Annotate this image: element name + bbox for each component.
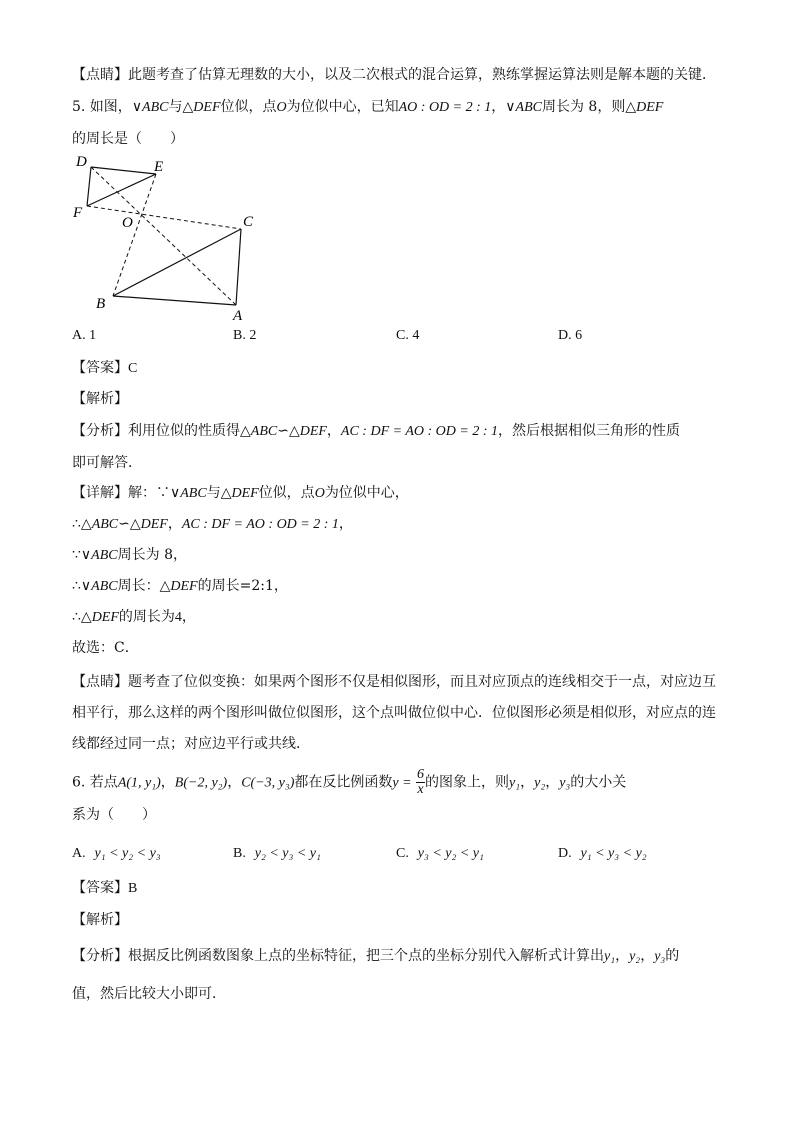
- prev-dianjing-line: [72, 66, 716, 84]
- text: x: [417, 782, 424, 797]
- segment-de: [91, 167, 156, 174]
- text: 的大小关: [570, 774, 627, 791]
- text: ∨ABC: [170, 486, 207, 501]
- q5-answer: [72, 359, 137, 378]
- text: △DEF: [220, 486, 259, 501]
- text: C: [128, 361, 138, 376]
- q5-option-d: D. 6: [558, 328, 583, 343]
- text: 与: [206, 485, 221, 501]
- q6-number: 6. 若点: [72, 774, 118, 791]
- text: △ABC∽△DEF: [240, 424, 327, 439]
- text: y₂: [534, 775, 546, 791]
- text: AC : DF = AO : OD = 2 : 1: [181, 517, 339, 532]
- q5-dianjing-line1: [72, 673, 716, 691]
- q5-xiangjie-line3: [72, 546, 187, 565]
- text: ，: [491, 99, 506, 115]
- dashed-line-fc: [87, 206, 241, 229]
- text: 位似，点: [258, 485, 315, 501]
- label-f: F: [73, 205, 83, 221]
- dianjing-text: 此题考查了估算无理数的大小，以及二次根式的混合运算，熟练掌握运算法则是解本题的关键．: [128, 67, 716, 83]
- q6-option-d: [558, 845, 647, 862]
- label-d: D: [76, 154, 87, 170]
- q5-xiangjie-line5: [72, 608, 196, 627]
- q5-stem-line1: [72, 98, 663, 117]
- dashed-line-da: [91, 167, 236, 305]
- text: 的周长为: [118, 609, 175, 625]
- triangle-abc: ∨ABC: [131, 100, 169, 115]
- text: y₂: [629, 949, 641, 964]
- text: ，: [160, 774, 175, 791]
- text: ∴: [72, 578, 81, 594]
- text: 周长：: [117, 578, 160, 594]
- text: y =: [392, 775, 412, 791]
- text: ，: [640, 948, 655, 964]
- segment-ef: [87, 174, 156, 206]
- text: △DEF: [159, 579, 198, 594]
- text: 【详解】: [72, 485, 128, 501]
- text: y₁: [604, 949, 616, 964]
- q6-option-a: [72, 845, 161, 862]
- label-b: B: [96, 296, 106, 312]
- dashed-line-eb: [113, 174, 156, 296]
- q5-guxuan: 故选：C．: [72, 640, 139, 656]
- text: B: [128, 881, 138, 896]
- text: ，然后根据相似三角形的性质: [497, 423, 680, 439]
- q5-xiangjie-line1: [72, 484, 409, 503]
- triangle-def: △DEF: [182, 100, 221, 115]
- q5-fenxi-line1: [72, 422, 680, 441]
- text: 都在反比例函数: [294, 774, 393, 791]
- text: ，: [227, 774, 242, 791]
- text: ，: [326, 423, 341, 439]
- label-e: E: [154, 159, 164, 175]
- fraction-6-over-x: [416, 768, 425, 797]
- q6-jiexi: 【解析】: [72, 912, 128, 928]
- text: ∴: [72, 609, 81, 625]
- text: 4: [174, 610, 182, 625]
- text: ∵: [72, 547, 81, 563]
- text: 【答案】: [72, 880, 128, 896]
- q6-fenxi-line1: [72, 947, 679, 966]
- text: y₁ < y₃ < y₂: [580, 846, 647, 861]
- q5-jiexi: 【解析】: [72, 391, 128, 407]
- text: 根据反比例函数图象上点的坐标特征，把三个点的坐标分别代入解析式计算出: [128, 948, 604, 964]
- point-a: A(1, y₁): [117, 775, 161, 791]
- label-a: A: [233, 308, 243, 322]
- text: y₃: [559, 775, 571, 791]
- text: 的周长=2:1，: [197, 578, 288, 594]
- text: O: [314, 486, 325, 501]
- text: 【分析】: [72, 423, 128, 439]
- text: 利用位似的性质得: [128, 423, 240, 439]
- text: A.: [72, 846, 86, 861]
- text: ，: [545, 774, 560, 791]
- q6-option-c: [396, 845, 484, 862]
- text: ，: [181, 609, 196, 625]
- triangle-abc: ∨ABC: [505, 100, 542, 115]
- text: ，: [520, 774, 535, 791]
- text: y₁ < y₂ < y₃: [94, 846, 161, 861]
- text: 位似，点: [220, 99, 277, 115]
- q5-figure: [68, 150, 268, 322]
- label-c: C: [243, 214, 254, 230]
- text: D.: [558, 846, 572, 861]
- text: B.: [233, 846, 246, 861]
- text: ，: [338, 516, 353, 532]
- text: 解：∵: [128, 485, 170, 501]
- q5-option-a: A. 1: [72, 328, 97, 343]
- text: ，: [167, 516, 182, 532]
- text: 的周长是（ ）: [72, 131, 184, 147]
- text: 【分析】: [72, 948, 128, 964]
- text: 的: [665, 948, 680, 964]
- text: 周长为 8，则: [541, 99, 626, 115]
- text: ∨ABC: [80, 579, 118, 594]
- segment-ca: [236, 229, 241, 305]
- text: 【点睛】: [72, 674, 128, 690]
- text: AC : DF = AO : OD = 2 : 1: [340, 424, 498, 439]
- text: 周长为 8，: [117, 547, 187, 563]
- text: ∴: [72, 516, 81, 532]
- text: ∨ABC: [80, 548, 118, 563]
- segment-fd: [87, 167, 91, 206]
- text: 的图象上，则: [425, 774, 510, 791]
- point-b: B(−2, y₂): [174, 775, 228, 791]
- label-o: O: [122, 215, 133, 231]
- q5-option-b: B. 2: [233, 328, 257, 343]
- ratio-ao-od: AO : OD = 2 : 1: [398, 100, 492, 115]
- q6-stem-line1: [72, 768, 626, 797]
- text: △ABC∽△DEF: [80, 517, 168, 532]
- q5-fenxi-line2: 即可解答．: [72, 455, 142, 471]
- q5-option-c: C. 4: [396, 328, 420, 343]
- text: 6: [417, 767, 425, 782]
- dianjing-tag: 【点睛】: [72, 67, 128, 83]
- point-c: C(−3, y₃): [241, 775, 295, 791]
- q5-dianjing-line3: 线都经过同一点；对应边平行或共线．: [72, 736, 310, 752]
- segment-bc: [113, 229, 241, 296]
- q5-xiangjie-line4: [72, 577, 288, 596]
- triangle-def: △DEF: [625, 100, 664, 115]
- q6-answer: [72, 879, 137, 898]
- q5-xiangjie-line2: [72, 515, 353, 534]
- text: △DEF: [80, 610, 119, 625]
- text: y₃ < y₂ < y₁: [417, 846, 484, 861]
- segment-ab: [113, 296, 236, 305]
- q6-option-b: [233, 845, 321, 862]
- q5-stem-line2: [72, 130, 184, 148]
- text: 【答案】: [72, 360, 128, 376]
- text: ，: [615, 948, 630, 964]
- text: y₁: [509, 775, 521, 791]
- q6-fenxi-line2: 值，然后比较大小即可．: [72, 986, 226, 1002]
- q6-stem-line2: 系为（ ）: [72, 807, 156, 823]
- text: C.: [396, 846, 409, 861]
- text: 与: [168, 99, 183, 115]
- text: 为位似中心，已知: [286, 99, 399, 115]
- q5-number: 5. 如图，: [72, 99, 132, 115]
- text: y₃: [654, 949, 666, 964]
- point-o: O: [276, 100, 287, 115]
- q5-dianjing-line2: 相平行，那么这样的两个图形叫做位似图形，这个点叫做位似中心．位似图形必须是相似形，对应点的连: [72, 705, 716, 721]
- text: y₂ < y₃ < y₁: [254, 846, 321, 861]
- text: 为位似中心，: [324, 485, 409, 501]
- text: 题考查了位似变换：如果两个图形不仅是相似图形，而且对应顶点的连线相交于一点，对应边互: [128, 674, 716, 690]
